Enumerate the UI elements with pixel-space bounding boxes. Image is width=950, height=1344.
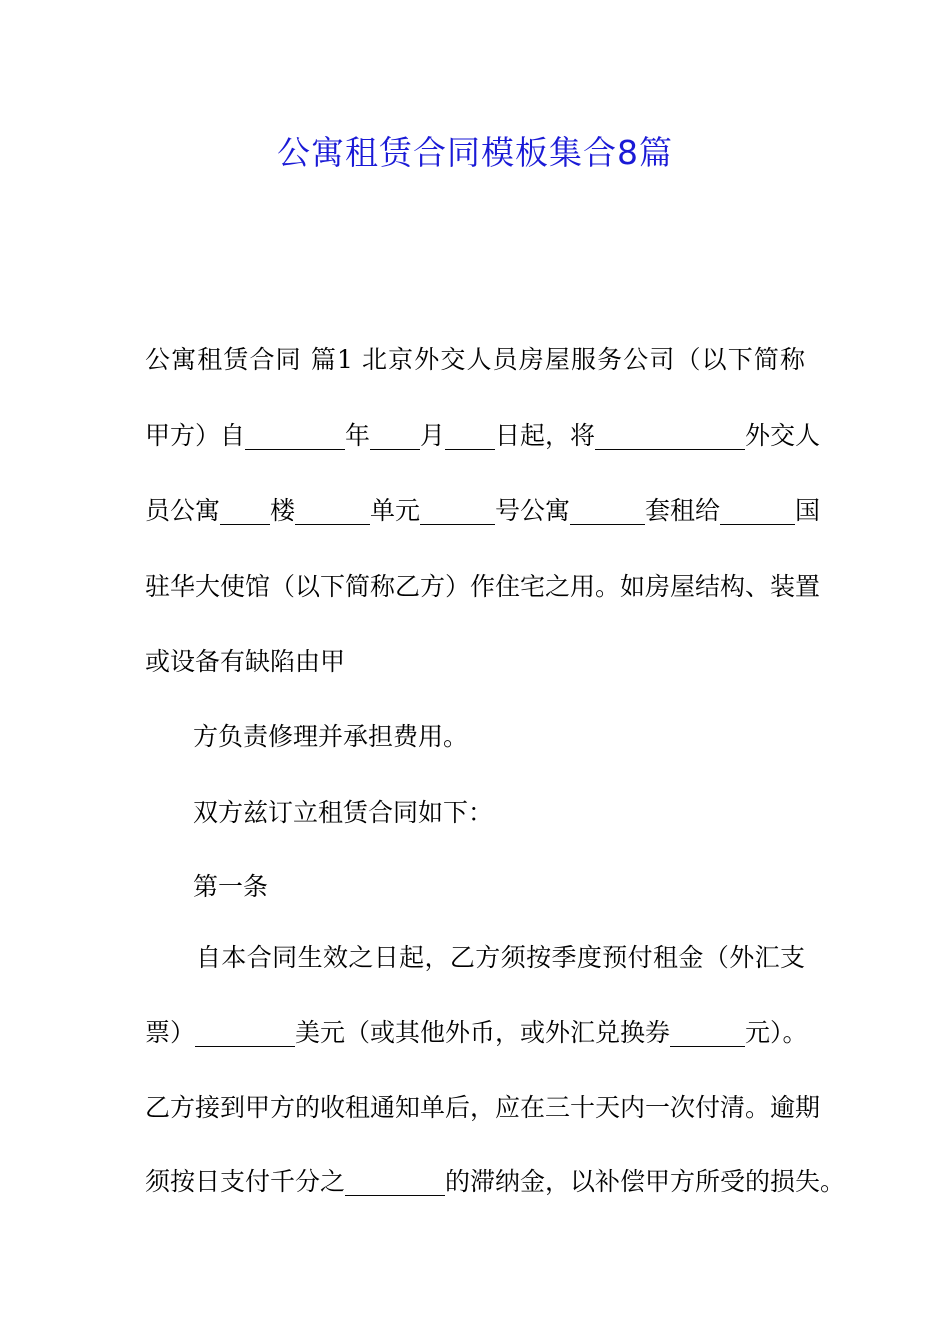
paragraph-line: 或设备有缺陷由甲 [145,647,346,676]
paragraph-line: 甲方）自________年____月____日起，将____________外交人 [145,421,821,450]
paragraph-line: 自本合同生效之日起，乙方须按季度预付租金（外汇支 [196,943,805,972]
document-title: 公寓租赁合同模板集合8篇 [277,133,673,172]
paragraph-line: 方负责修理并承担费用。 [193,722,469,751]
paragraph-line: 票）________美元（或其他外币，或外汇兑换券______元）。 [145,1018,808,1047]
paragraph-line: 须按日支付千分之________的滞纳金，以补偿甲方所受的损失。 [145,1167,846,1196]
paragraph-line: 驻华大使馆（以下简称乙方）作住宅之用。如房屋结构、装置 [145,572,821,601]
paragraph-line: 员公寓____楼______单元______号公寓______套租给______国 [145,496,821,525]
paragraph-line: 双方兹订立租赁合同如下： [193,798,494,827]
paragraph-line: 公寓租赁合同 篇1 北京外交人员房屋服务公司（以下简称 [145,345,805,374]
paragraph-line: 乙方接到甲方的收租通知单后，应在三十天内一次付清。逾期 [145,1093,821,1122]
section-heading: 第一条 [193,872,269,901]
